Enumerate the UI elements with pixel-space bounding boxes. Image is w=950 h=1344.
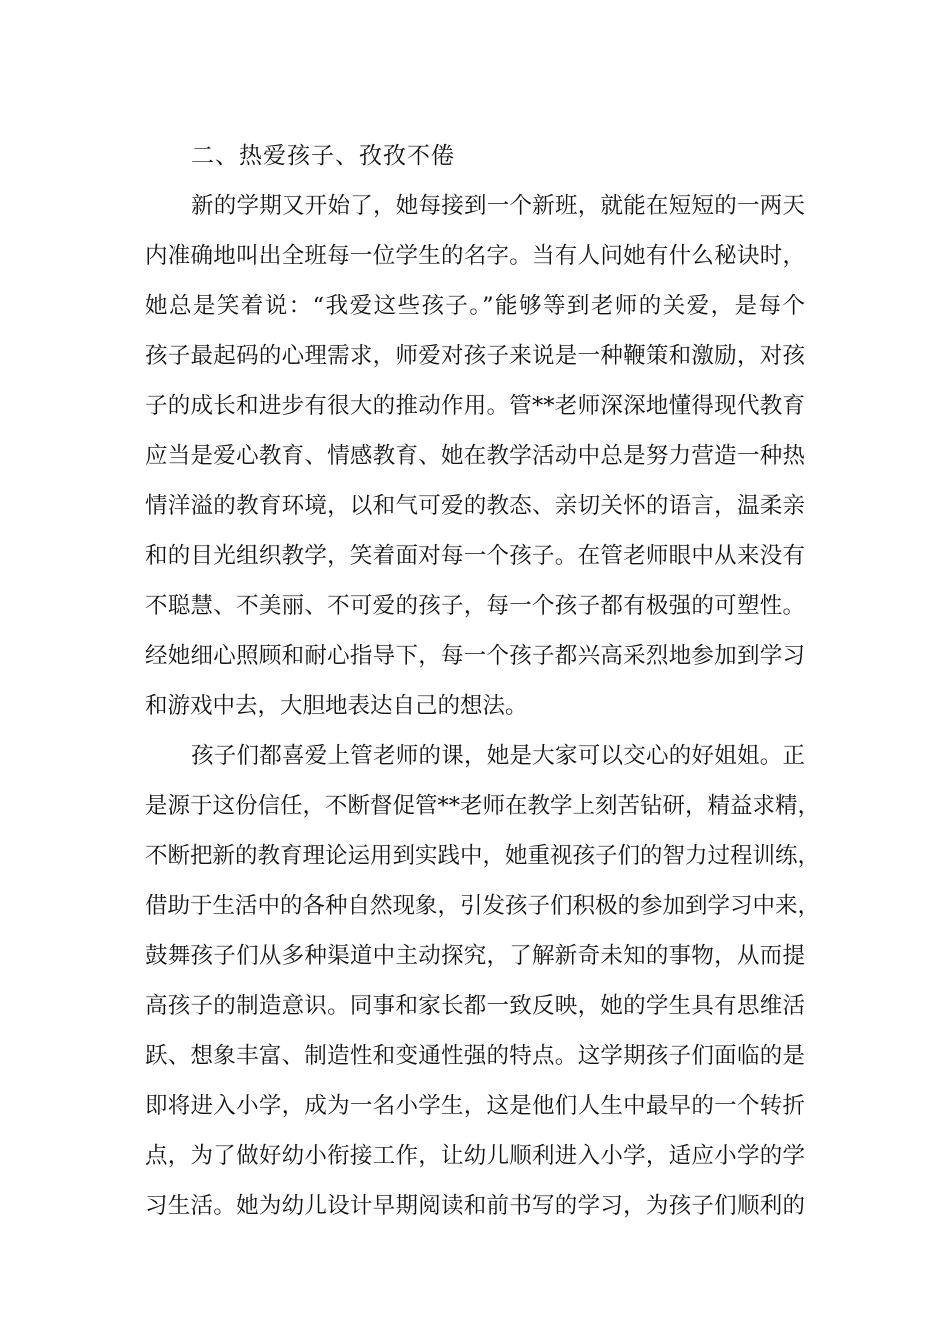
paragraph-line: 不断把新的教育理论运用到实践中，她重视孩子们的智力过程训练，	[145, 843, 821, 869]
paragraph-line: 她总是笑着说：“我爱这些孩子。”能够等到老师的关爱，是每个	[145, 293, 805, 319]
paragraph-line: 孩子最起码的心理需求，师爱对孩子来说是一种鞭策和激励，对孩	[145, 343, 805, 369]
paragraph-line: 新的学期又开始了，她每接到一个新班，就能在短短的一两天	[191, 193, 805, 219]
paragraph-line: 鼓舞孩子们从多种渠道中主动探究，了解新奇未知的事物，从而提	[145, 943, 805, 969]
paragraph-line: 和的目光组织教学，笑着面对每一个孩子。在管老师眼中从来没有	[145, 543, 805, 569]
paragraph-line: 是源于这份信任，不断督促管**老师在教学上刻苦钻研，精益求精，	[145, 793, 821, 819]
paragraph	[145, 181, 805, 731]
paragraph-line: 和游戏中去，大胆地表达自己的想法。	[145, 693, 528, 719]
paragraph-line: 高孩子的制造意识。同事和家长都一致反映，她的学生具有思维活	[145, 993, 805, 1019]
paragraph-line: 内准确地叫出全班每一位学生的名字。当有人问她有什么秘诀时，	[145, 243, 805, 269]
paragraph-line: 应当是爱心教育、情感教育、她在教学活动中总是努力营造一种热	[145, 443, 805, 469]
paragraph-line: 情洋溢的教育环境，以和气可爱的教态、亲切关怀的语言，温柔亲	[145, 493, 805, 519]
paragraph-line: 不聪慧、不美丽、不可爱的孩子，每一个孩子都有极强的可塑性。	[145, 593, 805, 619]
paragraph-line: 孩子们都喜爱上管老师的课，她是大家可以交心的好姐姐。正	[191, 743, 805, 769]
document-body	[145, 131, 821, 1231]
paragraph-line: 子的成长和进步有很大的推动作用。管**老师深深地懂得现代教育	[145, 393, 805, 419]
paragraph-line: 经她细心照顾和耐心指导下，每一个孩子都兴高采烈地参加到学习	[145, 643, 805, 669]
paragraph-line: 即将进入小学，成为一名小学生，这是他们人生中最早的一个转折	[145, 1093, 805, 1119]
paragraph-line: 习生活。她为幼儿设计早期阅读和前书写的学习，为孩子们顺利的	[145, 1193, 805, 1219]
section-heading: 二、热爱孩子、孜孜不倦	[191, 143, 455, 169]
paragraph-line: 跃、想象丰富、制造性和变通性强的特点。这学期孩子们面临的是	[145, 1043, 805, 1069]
paragraph-line: 点，为了做好幼小衔接工作，让幼儿顺利进入小学，适应小学的学	[145, 1143, 805, 1169]
paragraph	[145, 731, 821, 1231]
paragraph-line: 借助于生活中的各种自然现象，引发孩子们积极的参加到学习中来，	[145, 893, 821, 919]
